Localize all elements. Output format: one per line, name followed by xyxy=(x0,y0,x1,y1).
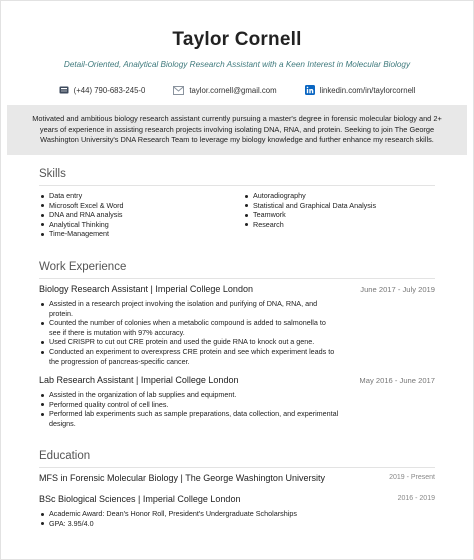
skills-heading: Skills xyxy=(39,168,66,180)
education-bullets xyxy=(39,509,359,528)
job-bullet: Conducted an experiment to overexpress CRE protein and see which experiment leads to the progression of pancreas-specific cancer. xyxy=(39,347,339,366)
summary-text: Motivated and ambitious biology research assistant currently pursuing a master's degree in forensic molecular biology and 2+ years of experience in assisting research projects involving isolating DNA, RNA, and protein. Seeking to join The George Washington University's DNA Research Team to leverage my biology knowledge and further enhance my research skills. xyxy=(32,114,442,145)
education-title: MFS in Forensic Molecular Biology | The George Washington University xyxy=(39,473,325,483)
skill-item: Statistical and Graphical Data Analysis xyxy=(243,201,443,211)
contact-email[interactable] xyxy=(173,85,276,95)
education-date: 2019 - Present xyxy=(389,474,435,481)
skill-item: Time-Management xyxy=(39,229,219,239)
experience-heading: Work Experience xyxy=(39,261,127,273)
education-divider xyxy=(39,467,435,468)
job-bullet: Assisted in the organization of lab supplies and equipment. xyxy=(39,390,339,400)
skill-item: DNA and RNA analysis xyxy=(39,210,219,220)
skill-item: Research xyxy=(243,220,443,230)
job-bullets xyxy=(39,390,339,428)
job-title: Biology Research Assistant | Imperial College London xyxy=(39,284,253,294)
candidate-subtitle: Detail-Oriented, Analytical Biology Research Assistant with a Keen Interest in Molecular Biology xyxy=(63,60,411,69)
job-bullet: Used CRISPR to cut out CRE protein and used the guide RNA to knock out a gene. xyxy=(39,337,339,347)
email-text: taylor.cornell@gmail.com xyxy=(189,85,277,95)
skill-item: Autoradiography xyxy=(243,191,443,201)
linkedin-icon xyxy=(305,85,315,95)
skill-item: Analytical Thinking xyxy=(39,220,219,230)
education-date: 2016 - 2019 xyxy=(397,495,435,502)
phone-icon xyxy=(59,85,69,95)
candidate-name: Taylor Cornell xyxy=(172,29,302,50)
linkedin-text: linkedin.com/in/taylorcornell xyxy=(319,85,416,95)
education-bullet: GPA: 3.95/4.0 xyxy=(39,519,359,529)
job-bullet: Performed quality control of cell lines. xyxy=(39,400,339,410)
job-bullet: Assisted in a research project involving the isolation and purifying of DNA, RNA, and protein. xyxy=(39,299,339,318)
summary-block xyxy=(7,105,467,155)
skill-item: Data entry xyxy=(39,191,219,201)
phone-text: (+44) 790-683-245-0 xyxy=(73,85,146,95)
skills-list-left xyxy=(39,191,219,239)
contact-phone[interactable] xyxy=(59,85,146,95)
skills-divider xyxy=(39,185,435,186)
job-bullet: Counted the number of colonies when a metabolic compound is added to salmonella to see if there is mutation with 97% accuracy. xyxy=(39,318,339,337)
resume-header xyxy=(1,1,473,95)
job-date: June 2017 - July 2019 xyxy=(360,285,435,294)
email-icon xyxy=(173,86,184,95)
skill-item: Microsoft Excel & Word xyxy=(39,201,219,211)
education-heading: Education xyxy=(39,450,91,462)
contact-linkedin[interactable] xyxy=(305,85,416,95)
education-title: BSc Biological Sciences | Imperial College London xyxy=(39,494,241,504)
job-title: Lab Research Assistant | Imperial College London xyxy=(39,375,239,385)
education-bullet: Academic Award: Dean's Honor Roll, President's Undergraduate Scholarships xyxy=(39,509,359,519)
job-date: May 2016 - June 2017 xyxy=(359,376,435,385)
skill-item: Teamwork xyxy=(243,210,443,220)
job-bullets xyxy=(39,299,339,366)
experience-divider xyxy=(39,278,435,279)
skills-list-right xyxy=(243,191,443,229)
job-bullet: Performed lab experiments such as sample preparations, data collection, and experimental designs. xyxy=(39,409,339,428)
contact-bar xyxy=(1,85,473,95)
